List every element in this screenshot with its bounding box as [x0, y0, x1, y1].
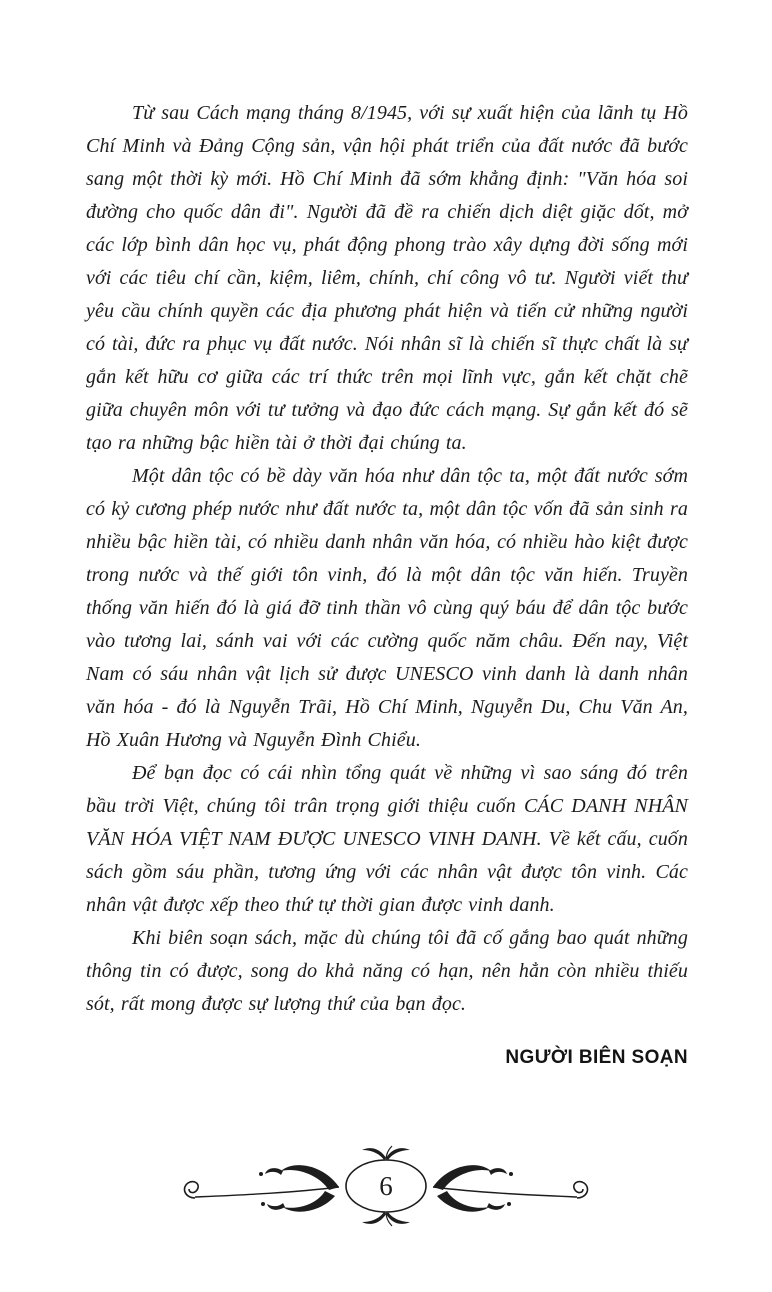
page-body	[86, 97, 688, 1069]
paragraph: Từ sau Cách mạng tháng 8/1945, với sự xuất hiện của lãnh tụ Hồ Chí Minh và Đảng Cộng sản, vận hội phát triển của đất nước đã bước sang một thời kỳ mới. Hồ Chí Minh đã sớm khẳng định: "Văn hóa soi đường cho quốc dân đi". Người đã đề ra chiến dịch diệt giặc dốt, mở các lớp bình dân học vụ, phát động phong trào xây dựng đời sống mới với các tiêu chí cần, kiệm, liêm, chính, chí công vô tư. Người viết thư yêu cầu chính quyền các địa phương phát hiện và tiến cử những người có tài, đức ra phục vụ đất nước. Nói nhân sĩ là chiến sĩ thực chất là sự gắn kết hữu cơ giữa các trí thức trên mọi lĩnh vực, gắn kết chặt chẽ giữa chuyên môn với tư tưởng và đạo đức cách mạng. Sự gắn kết đó sẽ tạo ra những bậc hiền tài ở thời đại chúng ta.	[86, 102, 688, 454]
paragraph: Một dân tộc có bề dày văn hóa như dân tộc ta, một đất nước sớm có kỷ cương phép nước như đất nước ta, một dân tộc vốn đã sản sinh ra nhiều bậc hiền tài, có nhiều danh nhân văn hóa, có nhiều hào kiệt được trong nước và thế giới tôn vinh, đó là một dân tộc văn hiến. Truyền thống văn hiến đó là giá đỡ tinh thần vô cùng quý báu để dân tộc bước vào tương lai, sánh vai với các cường quốc năm châu. Đến nay, Việt Nam có sáu nhân vật lịch sử được UNESCO vinh danh là danh nhân văn hóa - đó là Nguyễn Trãi, Hồ Chí Minh, Nguyễn Du, Chu Văn An, Hồ Xuân Hương và Nguyễn Đình Chiểu.	[86, 465, 688, 751]
page-number: 6	[379, 1171, 393, 1201]
page-footer	[0, 1138, 772, 1234]
bottom-sprig-icon	[362, 1212, 410, 1226]
paragraph: Để bạn đọc có cái nhìn tổng quát về những vì sao sáng đó trên bầu trời Việt, chúng tôi trân trọng giới thiệu cuốn CÁC DANH NHÂN VĂN HÓA VIỆT NAM ĐƯỢC UNESCO VINH DANH. Về kết cấu, cuốn sách gồm sáu phần, tương ứng với các nhân vật được tôn vinh. Các nhân vật được xếp theo thứ tự thời gian được vinh danh.	[86, 762, 688, 916]
paragraph: Khi biên soạn sách, mặc dù chúng tôi đã cố gắng bao quát những thông tin có được, song do khả năng có hạn, nên hẳn còn nhiều thiếu sót, rất mong được sự lượng thứ của bạn đọc.	[86, 927, 688, 1015]
top-sprig-icon	[362, 1146, 410, 1160]
signature: NGƯỜI BIÊN SOẠN	[505, 1047, 688, 1068]
right-flourish-icon	[433, 1165, 588, 1212]
footer-ornament-icon	[171, 1138, 601, 1234]
left-flourish-icon	[184, 1165, 339, 1212]
